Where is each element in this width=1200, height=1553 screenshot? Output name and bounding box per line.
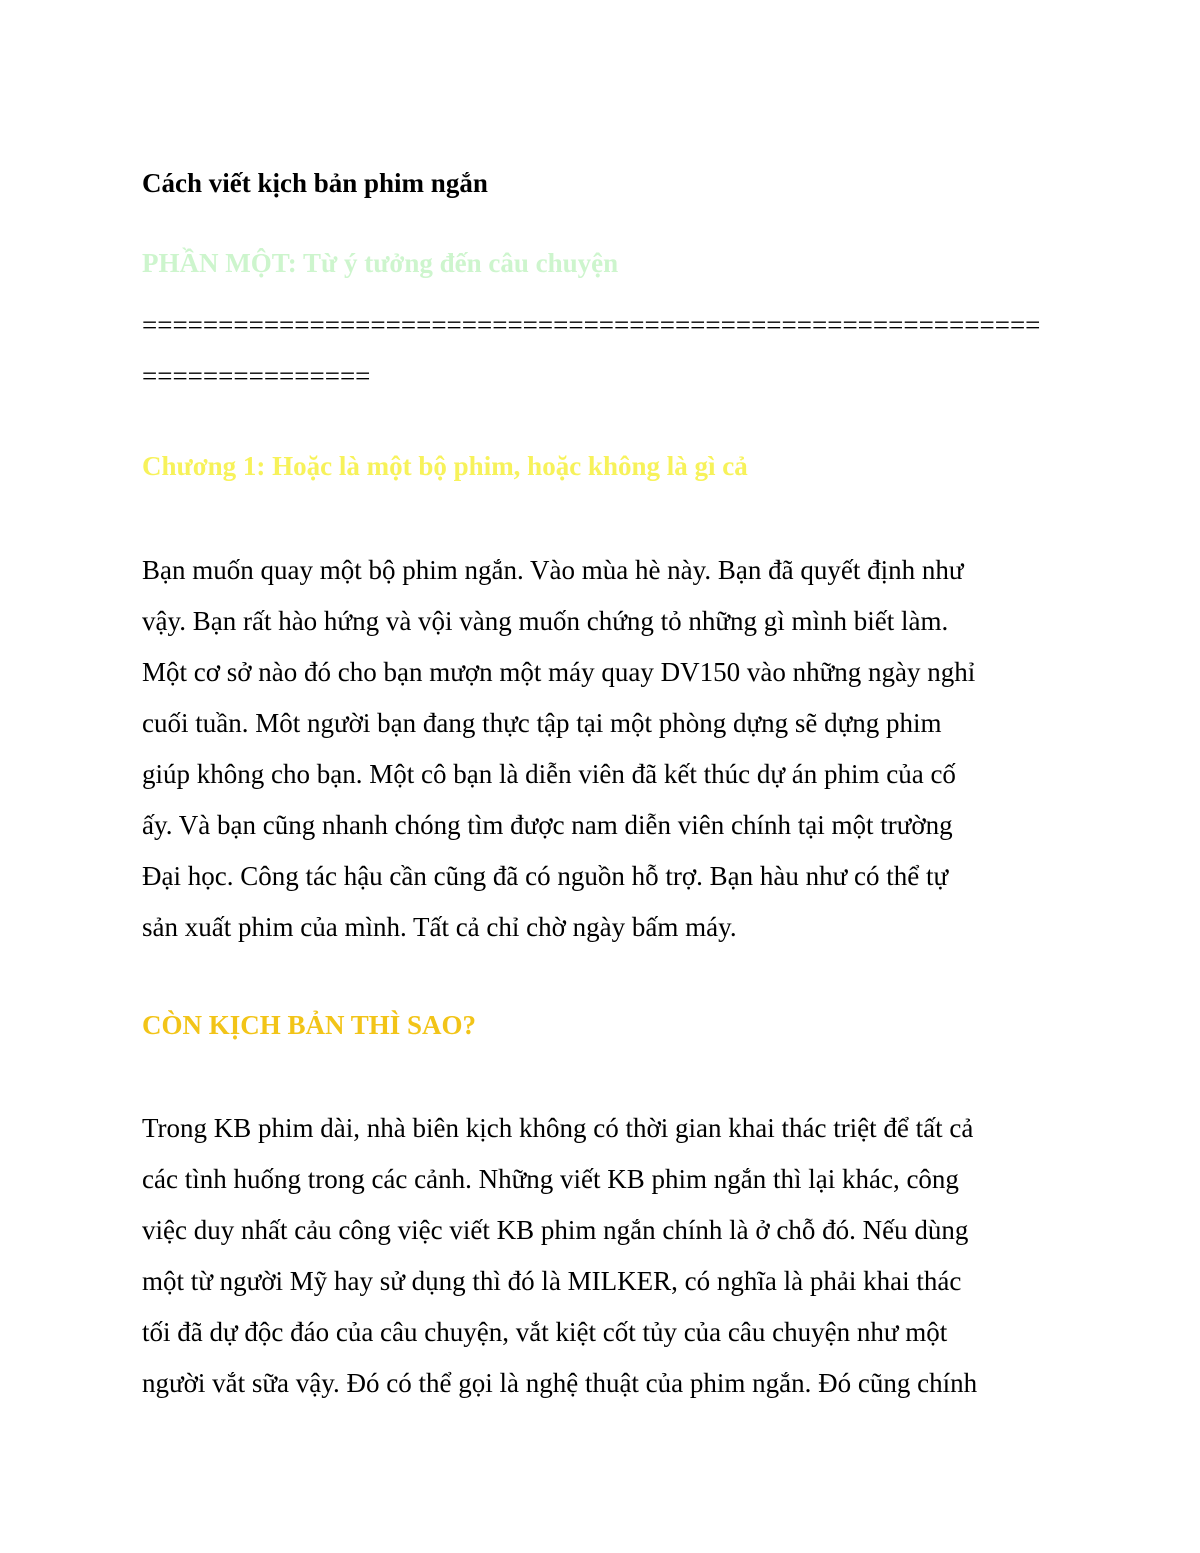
paragraph-line: tối đã dự độc đáo của câu chuyện, vắt kiệt cốt tủy của câu chuyện như một <box>142 1317 948 1347</box>
paragraph-intro <box>142 545 1054 953</box>
section-heading: CÒN KỊCH BẢN THÌ SAO? <box>142 1010 477 1040</box>
paragraph-line: việc duy nhất cảu công việc viết KB phim ngắn chính là ở chỗ đó. Nếu dùng <box>142 1215 969 1245</box>
paragraph-line: Đại học. Công tác hậu cần cũng đã có nguồn hỗ trợ. Bạn hàu như có thể tự <box>142 861 949 891</box>
paragraph-line: cuối tuần. Môt người bạn đang thực tập tại một phòng dựng sẽ dựng phim <box>142 708 942 738</box>
paragraph-line: ấy. Và bạn cũng nhanh chóng tìm được nam diễn viên chính tại một trường <box>142 810 953 840</box>
paragraph-line: sản xuất phim của mình. Tất cả chỉ chờ ngày bấm máy. <box>142 912 737 942</box>
paragraph-line: vậy. Bạn rất hào hứng và vội vàng muốn chứng tỏ những gì mình biết làm. <box>142 606 949 636</box>
paragraph-script <box>142 1103 1054 1409</box>
paragraph-line: Trong KB phim dài, nhà biên kịch không có thời gian khai thác triệt để tất cả <box>142 1113 974 1143</box>
paragraph-line: các tình huống trong các cảnh. Những viết KB phim ngắn thì lại khác, công <box>142 1164 959 1194</box>
paragraph-line: Bạn muốn quay một bộ phim ngắn. Vào mùa hè này. Bạn đã quyết định như <box>142 555 964 585</box>
paragraph-line: giúp không cho bạn. Một cô bạn là diễn viên đã kết thúc dự án phim của cố <box>142 759 956 789</box>
paragraph-line: Một cơ sở nào đó cho bạn mượn một máy quay DV150 vào những ngày nghỉ <box>142 657 976 687</box>
chapter-heading: Chương 1: Hoặc là một bộ phim, hoặc không là gì cả <box>142 451 748 481</box>
part-heading: PHẦN MỘT: Từ ý tưởng đến câu chuyện <box>142 248 619 278</box>
divider-line: ========================================================================== <box>142 310 1041 391</box>
paragraph-line: người vắt sữa vậy. Đó có thể gọi là nghệ thuật của phim ngắn. Đó cũng chính <box>142 1368 978 1398</box>
paragraph-line: một từ người Mỹ hay sử dụng thì đó là MILKER, có nghĩa là phải khai thác <box>142 1266 962 1296</box>
document-title: Cách viết kịch bản phim ngắn <box>142 168 488 198</box>
